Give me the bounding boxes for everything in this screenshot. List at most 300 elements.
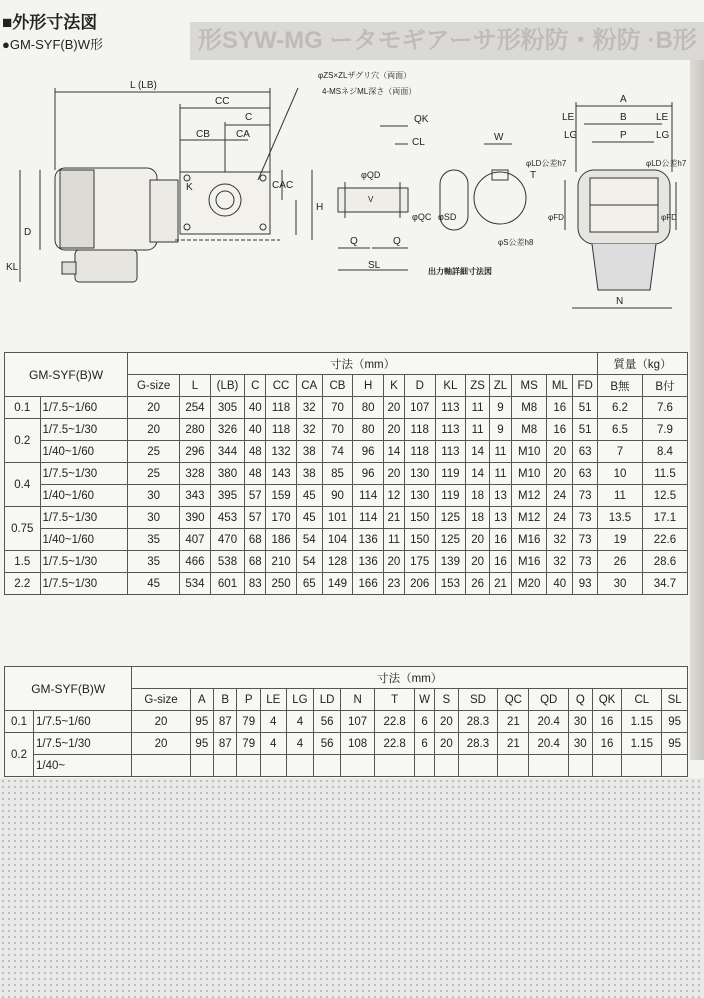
value-cell: 4 bbox=[286, 733, 314, 755]
label-a: A bbox=[620, 94, 627, 105]
value-cell: 80 bbox=[353, 419, 384, 441]
label-ca: CA bbox=[236, 129, 250, 140]
value-cell: 79 bbox=[237, 711, 260, 733]
value-cell: 114 bbox=[353, 507, 384, 529]
value-cell: 20.4 bbox=[529, 733, 569, 755]
value-cell: 20 bbox=[547, 441, 573, 463]
kw-cell: 0.1 bbox=[5, 397, 41, 419]
ratio-cell: 1/40~1/60 bbox=[40, 485, 128, 507]
value-cell bbox=[458, 755, 498, 777]
value-cell: 30 bbox=[569, 733, 592, 755]
value-cell: 11 bbox=[490, 463, 512, 485]
column-header: QC bbox=[498, 689, 529, 711]
value-cell bbox=[662, 755, 688, 777]
value-cell: 538 bbox=[210, 551, 245, 573]
value-cell: 390 bbox=[180, 507, 211, 529]
value-cell: 11 bbox=[598, 485, 643, 507]
column-header: N bbox=[340, 689, 374, 711]
value-cell: 113 bbox=[435, 397, 466, 419]
value-cell: 7.6 bbox=[642, 397, 687, 419]
model-subtitle: ●GM-SYF(B)W形 bbox=[2, 37, 104, 52]
value-cell: 21 bbox=[498, 733, 529, 755]
column-header: FD bbox=[573, 375, 598, 397]
value-cell: 20 bbox=[435, 711, 458, 733]
label-ca-vert: CA bbox=[272, 180, 286, 191]
value-cell: 20 bbox=[383, 419, 404, 441]
table-row bbox=[5, 711, 688, 733]
label-b: B bbox=[620, 112, 627, 123]
value-cell: 466 bbox=[180, 551, 211, 573]
value-cell: 51 bbox=[573, 419, 598, 441]
value-cell: 6.2 bbox=[598, 397, 643, 419]
value-cell: 12.5 bbox=[642, 485, 687, 507]
value-cell: 73 bbox=[573, 551, 598, 573]
value-cell: 87 bbox=[214, 711, 237, 733]
label-le-left: LE bbox=[562, 112, 575, 123]
output-shaft-detail bbox=[338, 126, 526, 270]
value-cell: 32 bbox=[547, 551, 573, 573]
value-cell: 107 bbox=[340, 711, 374, 733]
value-cell: 7 bbox=[598, 441, 643, 463]
ratio-cell: 1/7.5~1/60 bbox=[33, 711, 131, 733]
value-cell: 380 bbox=[210, 463, 245, 485]
value-cell: 96 bbox=[353, 463, 384, 485]
table-row bbox=[5, 485, 688, 507]
label-t: T bbox=[530, 170, 537, 181]
value-cell: 296 bbox=[180, 441, 211, 463]
value-cell: M8 bbox=[511, 397, 546, 419]
label-lg-left: LG bbox=[564, 130, 578, 141]
value-cell: M16 bbox=[511, 529, 546, 551]
label-p: P bbox=[620, 130, 627, 141]
value-cell: M20 bbox=[511, 573, 546, 595]
label-ld-left: φLD公差h7 bbox=[526, 159, 567, 168]
value-cell: 143 bbox=[266, 463, 297, 485]
value-cell: 30 bbox=[598, 573, 643, 595]
value-cell: 534 bbox=[180, 573, 211, 595]
value-cell: 6 bbox=[415, 733, 435, 755]
value-cell: 11 bbox=[490, 441, 512, 463]
value-cell: 20 bbox=[383, 397, 404, 419]
value-cell bbox=[260, 755, 286, 777]
value-cell: 26 bbox=[598, 551, 643, 573]
value-cell: 96 bbox=[353, 441, 384, 463]
column-header: T bbox=[375, 689, 415, 711]
value-cell bbox=[622, 755, 662, 777]
value-cell: 150 bbox=[404, 507, 435, 529]
motor-side-view bbox=[55, 168, 280, 282]
label-kl: KL bbox=[6, 262, 19, 273]
value-cell: 65 bbox=[296, 573, 322, 595]
value-cell: 119 bbox=[435, 463, 466, 485]
ratio-cell: 1/7.5~1/30 bbox=[33, 733, 131, 755]
value-cell: 26 bbox=[466, 573, 490, 595]
value-cell: 83 bbox=[245, 573, 266, 595]
value-cell: 28.3 bbox=[458, 733, 498, 755]
value-cell: 4 bbox=[286, 711, 314, 733]
label-l-lb: L (LB) bbox=[130, 80, 157, 91]
value-cell: 20 bbox=[132, 711, 190, 733]
value-cell: 206 bbox=[404, 573, 435, 595]
value-cell: 14 bbox=[466, 441, 490, 463]
value-cell: 6.5 bbox=[598, 419, 643, 441]
column-header: CB bbox=[322, 375, 353, 397]
value-cell: 38 bbox=[296, 463, 322, 485]
value-cell: 38 bbox=[296, 441, 322, 463]
value-cell: M10 bbox=[511, 463, 546, 485]
kw-cell: 0.2 bbox=[5, 733, 34, 777]
value-cell: 56 bbox=[314, 733, 341, 755]
value-cell: 30 bbox=[569, 711, 592, 733]
value-cell: 51 bbox=[573, 397, 598, 419]
table-row bbox=[5, 507, 688, 529]
value-cell: 73 bbox=[573, 507, 598, 529]
value-cell bbox=[286, 755, 314, 777]
value-cell: 17.1 bbox=[642, 507, 687, 529]
column-header: SD bbox=[458, 689, 498, 711]
value-cell: 70 bbox=[322, 397, 353, 419]
ratio-cell: 1/40~1/60 bbox=[40, 441, 128, 463]
value-cell: 175 bbox=[404, 551, 435, 573]
column-header: B付 bbox=[642, 375, 687, 397]
value-cell: 344 bbox=[210, 441, 245, 463]
value-cell: 32 bbox=[296, 419, 322, 441]
table2-body bbox=[5, 711, 688, 777]
redaction-overlay bbox=[0, 778, 704, 998]
value-cell: 107 bbox=[404, 397, 435, 419]
label-s: φS公差h8 bbox=[498, 238, 534, 247]
column-header: KL bbox=[435, 375, 466, 397]
dimension-drawing bbox=[0, 70, 700, 340]
value-cell: 30 bbox=[128, 507, 180, 529]
column-header: CA bbox=[296, 375, 322, 397]
value-cell: 395 bbox=[210, 485, 245, 507]
value-cell: 10 bbox=[598, 463, 643, 485]
value-cell: 9 bbox=[490, 419, 512, 441]
label-note-ms: 4-MSネジML深さ（両面） bbox=[322, 87, 417, 96]
value-cell bbox=[340, 755, 374, 777]
value-cell: 20 bbox=[547, 463, 573, 485]
ratio-cell: 1/7.5~1/30 bbox=[40, 551, 128, 573]
value-cell: 114 bbox=[353, 485, 384, 507]
column-header: H bbox=[353, 375, 384, 397]
value-cell: 12 bbox=[383, 485, 404, 507]
column-header: C bbox=[245, 375, 266, 397]
value-cell: 16 bbox=[547, 397, 573, 419]
value-cell: 130 bbox=[404, 463, 435, 485]
bleed-through-heading: 形SYW-MG ータモギアーサ形粉防・粉防 ·B形 bbox=[190, 22, 704, 60]
value-cell: 56 bbox=[314, 711, 341, 733]
label-fd-left: φFD bbox=[548, 213, 564, 222]
value-cell: 128 bbox=[322, 551, 353, 573]
label-k: K bbox=[186, 182, 193, 193]
value-cell bbox=[569, 755, 592, 777]
value-cell: 20 bbox=[466, 529, 490, 551]
value-cell: 54 bbox=[296, 529, 322, 551]
table-row bbox=[5, 529, 688, 551]
value-cell: 13.5 bbox=[598, 507, 643, 529]
value-cell: 4 bbox=[260, 733, 286, 755]
value-cell bbox=[237, 755, 260, 777]
kw-cell: 1.5 bbox=[5, 551, 41, 573]
table-row bbox=[5, 573, 688, 595]
value-cell: 85 bbox=[322, 463, 353, 485]
column-header: S bbox=[435, 689, 458, 711]
value-cell: 170 bbox=[266, 507, 297, 529]
value-cell: 118 bbox=[404, 419, 435, 441]
column-header: LG bbox=[286, 689, 314, 711]
table-row bbox=[5, 441, 688, 463]
label-fd-right: φFD bbox=[661, 213, 677, 222]
value-cell: 14 bbox=[466, 463, 490, 485]
value-cell: 136 bbox=[353, 529, 384, 551]
column-header: B bbox=[214, 689, 237, 711]
value-cell: 35 bbox=[128, 551, 180, 573]
value-cell: 6 bbox=[415, 711, 435, 733]
label-note-zs: φZS×ZLザグリ穴（両面） bbox=[318, 71, 412, 80]
value-cell: 45 bbox=[128, 573, 180, 595]
value-cell: 63 bbox=[573, 463, 598, 485]
value-cell: 4 bbox=[260, 711, 286, 733]
value-cell: 45 bbox=[296, 485, 322, 507]
label-qd: φQD bbox=[361, 170, 381, 180]
value-cell: 73 bbox=[573, 529, 598, 551]
label-sl: SL bbox=[368, 260, 381, 271]
value-cell: 343 bbox=[180, 485, 211, 507]
value-cell: 113 bbox=[435, 419, 466, 441]
value-cell: 21 bbox=[383, 507, 404, 529]
value-cell: 16 bbox=[592, 733, 622, 755]
label-q-left: Q bbox=[350, 236, 358, 247]
column-header: MS bbox=[511, 375, 546, 397]
value-cell: 24 bbox=[547, 485, 573, 507]
label-n: N bbox=[616, 296, 624, 307]
value-cell: 35 bbox=[128, 529, 180, 551]
value-cell: 80 bbox=[353, 397, 384, 419]
column-header: Q bbox=[569, 689, 592, 711]
value-cell: 18 bbox=[466, 485, 490, 507]
value-cell: 68 bbox=[245, 551, 266, 573]
column-header: (LB) bbox=[210, 375, 245, 397]
value-cell: 95 bbox=[662, 733, 688, 755]
value-cell: 95 bbox=[662, 711, 688, 733]
value-cell bbox=[132, 755, 190, 777]
value-cell: 34.7 bbox=[642, 573, 687, 595]
kw-cell: 0.4 bbox=[5, 463, 41, 507]
value-cell: 48 bbox=[245, 463, 266, 485]
value-cell: 22.8 bbox=[375, 733, 415, 755]
value-cell: 125 bbox=[435, 529, 466, 551]
value-cell: 1.15 bbox=[622, 733, 662, 755]
top-dimension-lines bbox=[55, 88, 298, 180]
column-header: LE bbox=[260, 689, 286, 711]
value-cell: 113 bbox=[435, 441, 466, 463]
ratio-cell: 1/7.5~1/60 bbox=[40, 397, 128, 419]
value-cell: 57 bbox=[245, 485, 266, 507]
value-cell: 101 bbox=[322, 507, 353, 529]
value-cell: 40 bbox=[547, 573, 573, 595]
value-cell: 16 bbox=[592, 711, 622, 733]
value-cell: 250 bbox=[266, 573, 297, 595]
label-cb: CB bbox=[196, 129, 210, 140]
value-cell: 18 bbox=[466, 507, 490, 529]
value-cell: 30 bbox=[128, 485, 180, 507]
value-cell: 254 bbox=[180, 397, 211, 419]
value-cell: 11.5 bbox=[642, 463, 687, 485]
dimension-table-1 bbox=[4, 352, 688, 595]
value-cell: M12 bbox=[511, 485, 546, 507]
ratio-cell: 1/7.5~1/30 bbox=[40, 419, 128, 441]
value-cell: 32 bbox=[547, 529, 573, 551]
label-v: V bbox=[368, 195, 374, 204]
ratio-cell: 1/40~1/60 bbox=[40, 529, 128, 551]
label-lg-right: LG bbox=[656, 130, 670, 141]
value-cell: 1.15 bbox=[622, 711, 662, 733]
ratio-cell: 1/7.5~1/30 bbox=[40, 463, 128, 485]
column-header: L bbox=[180, 375, 211, 397]
value-cell: 136 bbox=[353, 551, 384, 573]
value-cell: 132 bbox=[266, 441, 297, 463]
table2-dim-header: 寸法（mm） bbox=[132, 667, 688, 689]
column-header: G-size bbox=[132, 689, 190, 711]
kw-cell: 0.1 bbox=[5, 711, 34, 733]
value-cell: 95 bbox=[190, 733, 213, 755]
label-q-right: Q bbox=[393, 236, 401, 247]
column-header: G-size bbox=[128, 375, 180, 397]
value-cell: 93 bbox=[573, 573, 598, 595]
value-cell: 14 bbox=[383, 441, 404, 463]
ratio-cell: 1/40~ bbox=[33, 755, 131, 777]
value-cell: 118 bbox=[266, 397, 297, 419]
value-cell: 150 bbox=[404, 529, 435, 551]
column-header: CC bbox=[266, 375, 297, 397]
value-cell: 104 bbox=[322, 529, 353, 551]
value-cell: 54 bbox=[296, 551, 322, 573]
column-header: D bbox=[404, 375, 435, 397]
column-header: A bbox=[190, 689, 213, 711]
value-cell: 68 bbox=[245, 529, 266, 551]
value-cell: 118 bbox=[266, 419, 297, 441]
value-cell: 28.3 bbox=[458, 711, 498, 733]
table-row bbox=[5, 397, 688, 419]
value-cell: 186 bbox=[266, 529, 297, 551]
value-cell: 20 bbox=[128, 397, 180, 419]
dimension-table-2 bbox=[4, 666, 688, 777]
value-cell: 118 bbox=[404, 441, 435, 463]
value-cell bbox=[375, 755, 415, 777]
value-cell: 305 bbox=[210, 397, 245, 419]
value-cell: 73 bbox=[573, 485, 598, 507]
value-cell: 20 bbox=[435, 733, 458, 755]
value-cell: 210 bbox=[266, 551, 297, 573]
value-cell: 21 bbox=[498, 711, 529, 733]
value-cell: 16 bbox=[490, 551, 512, 573]
value-cell: 90 bbox=[322, 485, 353, 507]
value-cell: 20 bbox=[128, 419, 180, 441]
column-header: W bbox=[415, 689, 435, 711]
table-row bbox=[5, 463, 688, 485]
ratio-cell: 1/7.5~1/30 bbox=[40, 573, 128, 595]
value-cell: 8.4 bbox=[642, 441, 687, 463]
value-cell: 11 bbox=[466, 397, 490, 419]
value-cell: 63 bbox=[573, 441, 598, 463]
value-cell: 74 bbox=[322, 441, 353, 463]
table1-model-header: GM-SYF(B)W bbox=[5, 353, 128, 397]
label-le-right: LE bbox=[656, 112, 669, 123]
value-cell: 159 bbox=[266, 485, 297, 507]
label-sd: φSD bbox=[438, 212, 457, 222]
value-cell: 20 bbox=[132, 733, 190, 755]
value-cell: 407 bbox=[180, 529, 211, 551]
value-cell: 57 bbox=[245, 507, 266, 529]
value-cell: 22.6 bbox=[642, 529, 687, 551]
column-header: ZS bbox=[466, 375, 490, 397]
value-cell: M8 bbox=[511, 419, 546, 441]
value-cell: M16 bbox=[511, 551, 546, 573]
ratio-cell: 1/7.5~1/30 bbox=[40, 507, 128, 529]
value-cell: 20 bbox=[466, 551, 490, 573]
value-cell: 13 bbox=[490, 507, 512, 529]
value-cell: 25 bbox=[128, 441, 180, 463]
value-cell: 108 bbox=[340, 733, 374, 755]
table-row bbox=[5, 551, 688, 573]
value-cell: 326 bbox=[210, 419, 245, 441]
value-cell: 130 bbox=[404, 485, 435, 507]
kw-cell: 0.2 bbox=[5, 419, 41, 463]
value-cell bbox=[314, 755, 341, 777]
table2-model-header: GM-SYF(B)W bbox=[5, 667, 132, 711]
label-cl: CL bbox=[412, 137, 425, 148]
value-cell: 48 bbox=[245, 441, 266, 463]
value-cell: 125 bbox=[435, 507, 466, 529]
column-header: CL bbox=[622, 689, 662, 711]
value-cell: 7.9 bbox=[642, 419, 687, 441]
value-cell: 470 bbox=[210, 529, 245, 551]
value-cell: 25 bbox=[128, 463, 180, 485]
value-cell: 22.8 bbox=[375, 711, 415, 733]
value-cell: 45 bbox=[296, 507, 322, 529]
kw-cell: 2.2 bbox=[5, 573, 41, 595]
table-row bbox=[5, 419, 688, 441]
value-cell: 95 bbox=[190, 711, 213, 733]
value-cell: 20 bbox=[383, 551, 404, 573]
value-cell: 87 bbox=[214, 733, 237, 755]
page-title: ■外形寸法図 bbox=[2, 13, 98, 32]
value-cell: 11 bbox=[466, 419, 490, 441]
value-cell: 40 bbox=[245, 419, 266, 441]
value-cell bbox=[498, 755, 529, 777]
value-cell: 19 bbox=[598, 529, 643, 551]
value-cell: 16 bbox=[547, 419, 573, 441]
column-header: ML bbox=[547, 375, 573, 397]
table-row bbox=[5, 733, 688, 755]
value-cell bbox=[190, 755, 213, 777]
kw-cell: 0.75 bbox=[5, 507, 41, 551]
value-cell bbox=[592, 755, 622, 777]
label-output-shaft: 出力軸詳細寸法図 bbox=[428, 267, 492, 276]
value-cell: 16 bbox=[490, 529, 512, 551]
value-cell: 20 bbox=[383, 463, 404, 485]
value-cell: 119 bbox=[435, 485, 466, 507]
value-cell: 24 bbox=[547, 507, 573, 529]
value-cell: 11 bbox=[383, 529, 404, 551]
label-qc: φQC bbox=[412, 212, 432, 222]
column-header: ZL bbox=[490, 375, 512, 397]
column-header: QD bbox=[529, 689, 569, 711]
label-w: W bbox=[494, 132, 504, 143]
value-cell: 40 bbox=[245, 397, 266, 419]
label-qk: QK bbox=[414, 114, 429, 125]
